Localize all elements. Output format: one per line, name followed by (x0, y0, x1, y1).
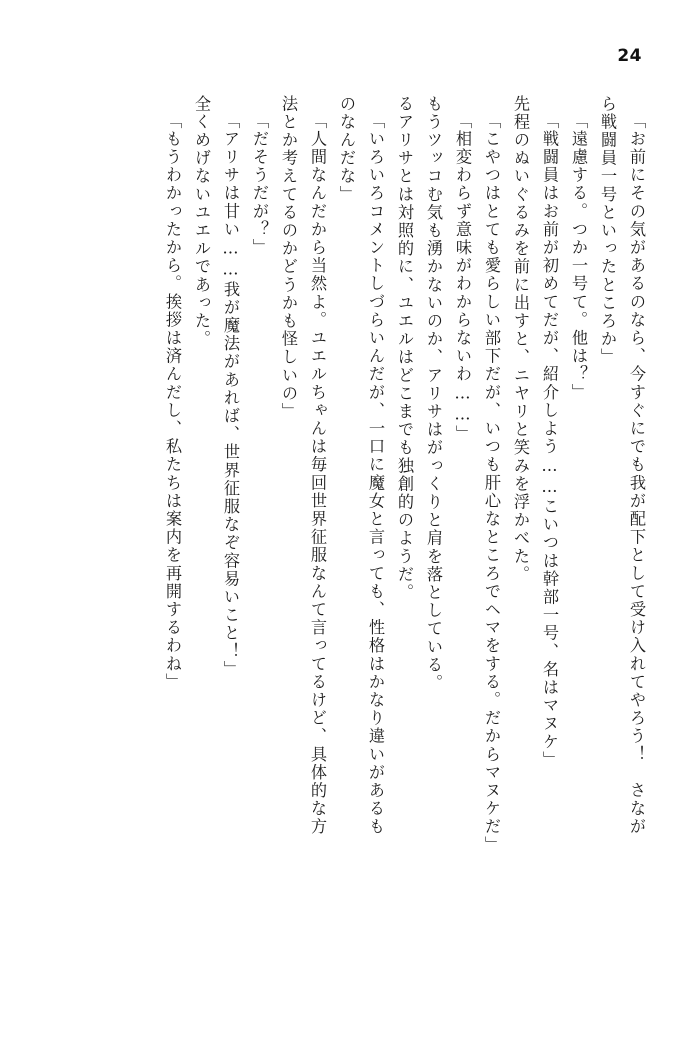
text-line: ら戦闘員一号といったところか」 (598, 95, 617, 367)
text-line: 全くめげないユエルであった。 (192, 95, 211, 349)
text-line: もうツッコむ気も湧かないのか、アリサはがっくりと肩を落としている。 (424, 95, 443, 693)
text-line: 「人間なんだから当然よ。ユエルちゃんは毎回世界征服なんて言ってるけど、具体的な方 (308, 112, 327, 836)
text-line: のなんだな」 (337, 95, 356, 204)
text-line: 法とか考えてるのかどうかも怪しいの」 (279, 95, 298, 421)
text-line: 先程のぬいぐるみを前に出すと、ニヤリと笑みを浮かべた。 (511, 95, 530, 584)
vertical-text-body (56, 95, 644, 1002)
text-line: 「いろいろコメントしづらいんだが、一口に魔女と言っても、性格はかなり違いがあるも (366, 112, 385, 836)
text-line: 「戦闘員はお前が初めてだが、紹介しよう……こいつは幹部一号、名はマヌケ」 (540, 112, 559, 770)
text-line: 「相変わらず意味がわからないわ……」 (453, 112, 472, 444)
text-line: 「だそうだが？」 (250, 112, 269, 257)
page-number: 24 (617, 46, 642, 66)
text-line: るアリサとは対照的に、ユエルはどこまでも独創的のようだ。 (395, 95, 414, 602)
text-line: 「お前にその気があるのなら、今すぐにでも我が配下として受け入れてやろう！ さなが (627, 112, 646, 836)
text-line: 「もうわかったから。挨拶は済んだし、私たちは案内を再開するわね」 (163, 112, 182, 692)
text-line: 「こやつはとても愛らしい部下だが、いつも肝心なところでヘマをする。だからマヌケだ」 (482, 112, 501, 855)
text-line: 「アリサは甘い……我が魔法があれば、世界征服なぞ容易いこと！」 (221, 112, 240, 679)
text-line: 「遠慮する。つか一号て。他は？」 (569, 112, 588, 402)
